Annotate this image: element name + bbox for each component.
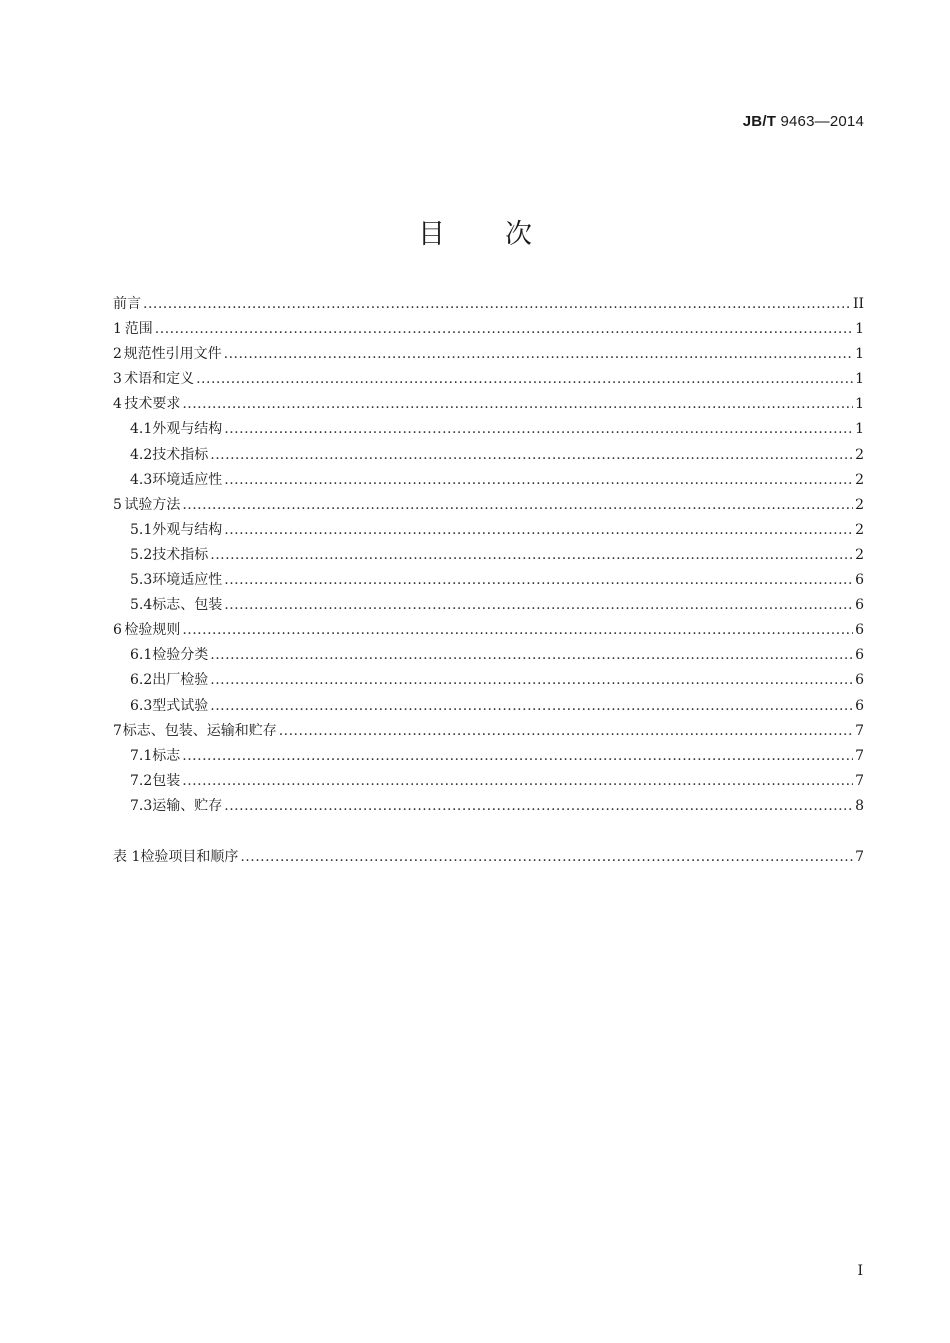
toc-entry-number: 6.3 [130,697,153,714]
toc-subentry[interactable] [113,543,864,568]
toc-leader-dots [224,468,853,493]
toc-subentry[interactable] [113,443,864,468]
toc-leader-dots [224,568,853,593]
toc-entry-page: II [852,296,864,312]
toc-entry-label: 外观与结构 [152,421,223,438]
toc-subentry[interactable] [113,568,864,593]
toc-subentry[interactable] [113,468,864,493]
toc-entry-number: 2 [113,346,122,363]
toc-subentry[interactable] [113,518,864,543]
toc-subentry[interactable] [113,593,864,618]
toc-subentry[interactable] [113,668,864,693]
toc-entry-page: 1 [855,321,864,338]
toc-entry[interactable] [113,342,864,367]
toc-entry[interactable] [113,317,864,342]
toc-leader-dots [210,668,853,693]
toc-entry-label: 外观与结构 [152,521,223,538]
table-list-label: 检验项目和顺序 [140,849,239,865]
toc-entry-page: 1 [855,371,864,388]
toc-entry-label: 试验方法 [124,496,181,513]
toc-subentry[interactable] [113,769,864,794]
toc-entry-label: 范围 [124,321,153,338]
toc-entry-preface[interactable] [113,292,864,317]
toc-subentry[interactable] [113,694,864,719]
toc-leader-dots [196,367,853,392]
toc-leader-dots [224,518,853,543]
toc-entry-label: 技术指标 [152,446,209,463]
toc-entry-number: 4.2 [130,446,153,463]
page-number: I [857,1263,863,1279]
toc-entry-label: 出厂检验 [152,672,209,689]
toc-entry-number: 7 [113,722,122,739]
toc-leader-dots [210,694,853,719]
toc-leader-dots [182,618,853,643]
toc-entry-label: 前言 [113,296,141,312]
toc-entry[interactable] [113,719,864,744]
toc-entry-label: 检验分类 [152,647,209,664]
toc-entry-page: 6 [855,597,864,614]
toc-entry-page: 2 [855,521,864,538]
standard-prefix: JB/T [742,113,777,130]
toc-leader-dots [240,845,853,870]
toc-leader-dots [182,769,853,794]
toc-subentry[interactable] [113,643,864,668]
toc-subentry[interactable] [113,744,864,769]
toc-entry-number: 3 [113,371,122,388]
toc-entry-label: 术语和定义 [124,371,195,388]
toc-entry[interactable] [113,392,864,417]
list-of-tables [113,845,864,870]
toc-entry-number: 7.3 [130,797,153,814]
toc-entry-number: 6.1 [130,647,153,664]
toc-entry-page: 7 [855,747,864,764]
toc-leader-dots [210,443,853,468]
toc-leader-dots [224,593,853,618]
toc-entry-number: 4.1 [130,421,153,438]
toc-entry[interactable] [113,493,864,518]
toc-entry-page: 1 [855,396,864,413]
toc-entry-number: 6.2 [130,672,153,689]
toc-leader-dots [210,643,853,668]
toc-leader-dots [279,719,853,744]
toc-entry-page: 1 [855,346,864,363]
toc-entry-page: 7 [855,722,864,739]
toc-entry-number: 4.3 [130,471,153,488]
toc-subentry[interactable] [113,417,864,442]
toc-entry-page: 7 [855,772,864,789]
toc-entry-page: 6 [855,672,864,689]
table-of-contents [113,292,864,819]
toc-entry-number: 5 [113,496,122,513]
toc-entry-page: 8 [855,797,864,814]
toc-leader-dots [210,543,853,568]
standard-number: 9463—2014 [780,113,864,130]
toc-leader-dots [224,417,853,442]
toc-entry-label: 运输、贮存 [152,797,223,814]
toc-entry-label: 包装 [152,772,181,789]
toc-entry-label: 标志、包装 [152,597,223,614]
toc-entry-page: 6 [855,697,864,714]
toc-leader-dots [224,794,853,819]
toc-leader-dots [143,292,851,317]
toc-entry-label: 型式试验 [152,697,209,714]
toc-entry-label: 环境适应性 [152,471,223,488]
toc-entry[interactable] [113,618,864,643]
toc-entry-number: 5.3 [130,572,153,589]
table-list-page: 7 [855,849,864,865]
toc-leader-dots [182,392,853,417]
toc-entry-number: 5.2 [130,546,153,563]
toc-entry-page: 6 [855,647,864,664]
toc-entry-number: 5.1 [130,521,153,538]
toc-entry-number: 7.2 [130,772,153,789]
standard-code [743,113,864,130]
toc-leader-dots [224,342,853,367]
toc-entry-label: 检验规则 [124,622,181,639]
toc-entry-number: 6 [113,622,122,639]
table-list-number: 表 1 [113,849,141,865]
toc-entry-label: 标志 [152,747,181,764]
toc-entry-page: 6 [855,572,864,589]
page-title: 目次 [418,219,592,250]
toc-entry-page: 2 [855,546,864,563]
toc-entry-number: 5.4 [130,597,153,614]
toc-subentry[interactable] [113,794,864,819]
toc-entry-number: 7.1 [130,747,153,764]
toc-entry-number: 1 [113,321,122,338]
toc-entry-label: 技术指标 [152,546,209,563]
toc-entry-label: 技术要求 [124,396,181,413]
toc-entry-page: 2 [855,446,864,463]
toc-entry[interactable] [113,367,864,392]
toc-leader-dots [182,744,853,769]
toc-entry-page: 2 [855,496,864,513]
toc-entry-number: 4 [113,396,122,413]
toc-entry-label: 规范性引用文件 [123,346,222,363]
toc-leader-dots [155,317,853,342]
toc-entry-page: 6 [855,622,864,639]
toc-entry-page: 2 [855,471,864,488]
toc-leader-dots [182,493,853,518]
toc-entry-page: 1 [855,421,864,438]
table-list-entry[interactable] [113,845,864,870]
toc-entry-label: 环境适应性 [152,572,223,589]
toc-entry-label: 标志、包装、运输和贮存 [122,722,277,739]
